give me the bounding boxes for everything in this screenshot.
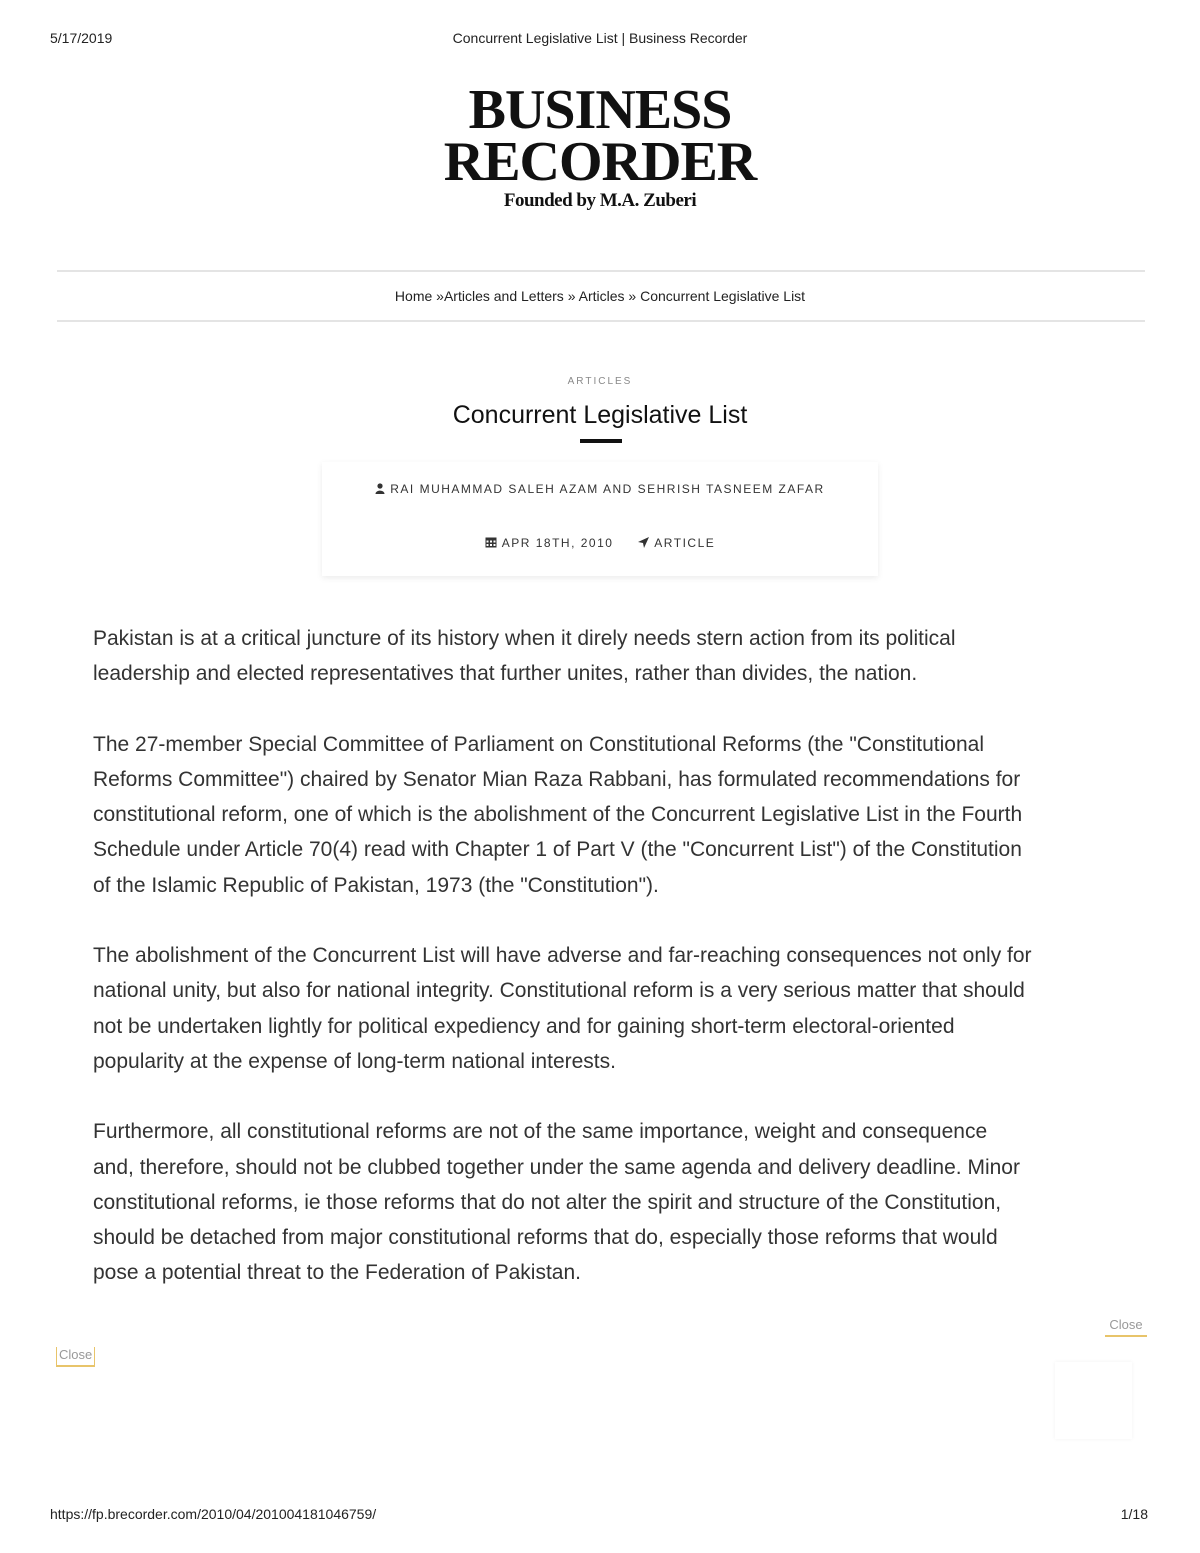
article-title: Concurrent Legislative List <box>452 401 748 429</box>
article-paragraph: Pakistan is at a critical juncture of its history when it direly needs stern action from its political leadership and elected representatives that further unites, rather than divides, the nation. <box>93 627 956 686</box>
print-url: https://fp.brecorder.com/2010/04/201004181046759/ <box>50 1506 377 1522</box>
breadcrumb-articles-and-letters-link[interactable]: Articles and Letters <box>443 288 564 304</box>
author-name[interactable]: RAI MUHAMMAD SALEH AZAM AND SEHRISH TASNEEM ZAFAR <box>390 482 825 496</box>
article-paragraph: Furthermore, all constitutional reforms are not of the same importance, weight and consequence and, therefore, should not be clubbed together under the same agenda and delivery deadline. Minor constitutional reforms, ie those reforms that do not alter the spirit and structure of the Constitution, should be detached from major constitutional reforms that do, especially those reforms that would pose a potential threat to the Federation of Pakistan. <box>93 1120 1020 1285</box>
article-meta-card <box>322 462 878 576</box>
article-type <box>638 536 715 551</box>
article-date-text: APR 18TH, 2010 <box>501 536 614 550</box>
article-type-text[interactable]: ARTICLE <box>654 536 716 550</box>
breadcrumb-divider-bottom <box>57 320 1145 322</box>
calendar-icon <box>485 536 497 551</box>
breadcrumb-home-link[interactable]: Home <box>394 288 433 304</box>
breadcrumb-divider-top <box>57 270 1145 272</box>
breadcrumb-separator: » <box>624 288 641 304</box>
article-paragraph: The abolishment of the Concurrent List will have adverse and far-reaching consequences not only for national unity, but also for national integrity. Constitutional reform is a very serious matter that should not be undertaken lightly for political expediency and for gaining short-term electoral-oriented popularity at the expense of long-term national interests. <box>93 944 1032 1073</box>
location-arrow-icon <box>638 537 649 551</box>
site-logo[interactable] <box>0 79 1200 212</box>
ad-placeholder[interactable] <box>1055 1362 1132 1439</box>
breadcrumb <box>0 288 1200 304</box>
close-ad-button-left[interactable]: Close <box>56 1347 95 1367</box>
article-paragraph: The 27-member Special Committee of Parliament on Constitutional Reforms (the "Constitutional Reforms Committee") chaired by Senator Mian Raza Rabbani, has formulated recommendations for constitutional reform, one of which is the abolishment of the Concurrent Legislative List in the Fourth Schedule under Article 70(4) read with Chapter 1 of Part V (the "Concurrent List") of the Constitution of the Islamic Republic of Pakistan, 1973 (the "Constitution"). <box>93 732 1023 897</box>
breadcrumb-separator: » <box>563 288 579 304</box>
article-body <box>93 621 1033 1326</box>
print-page-title: Concurrent Legislative List | Business Recorder <box>452 30 748 46</box>
logo-line-recorder: RECORDER <box>443 131 757 193</box>
print-page-number: 1/18 <box>1120 1506 1148 1522</box>
logo-tagline: Founded by M.A. Zuberi <box>503 190 697 211</box>
article-category[interactable]: ARTICLES <box>567 376 633 387</box>
article-author <box>322 482 878 497</box>
article-date <box>485 536 614 551</box>
user-icon <box>375 483 385 497</box>
logo-line-business: BUSINESS <box>468 79 732 141</box>
print-date: 5/17/2019 <box>50 30 113 46</box>
article-meta-row <box>322 536 878 551</box>
breadcrumb-separator: » <box>432 288 444 304</box>
title-underline-bar <box>580 439 622 443</box>
print-header <box>50 30 1150 50</box>
breadcrumb-articles-link[interactable]: Articles <box>578 288 625 304</box>
close-ad-button-right[interactable]: Close <box>1105 1317 1147 1337</box>
breadcrumb-current: Concurrent Legislative List <box>640 288 806 304</box>
